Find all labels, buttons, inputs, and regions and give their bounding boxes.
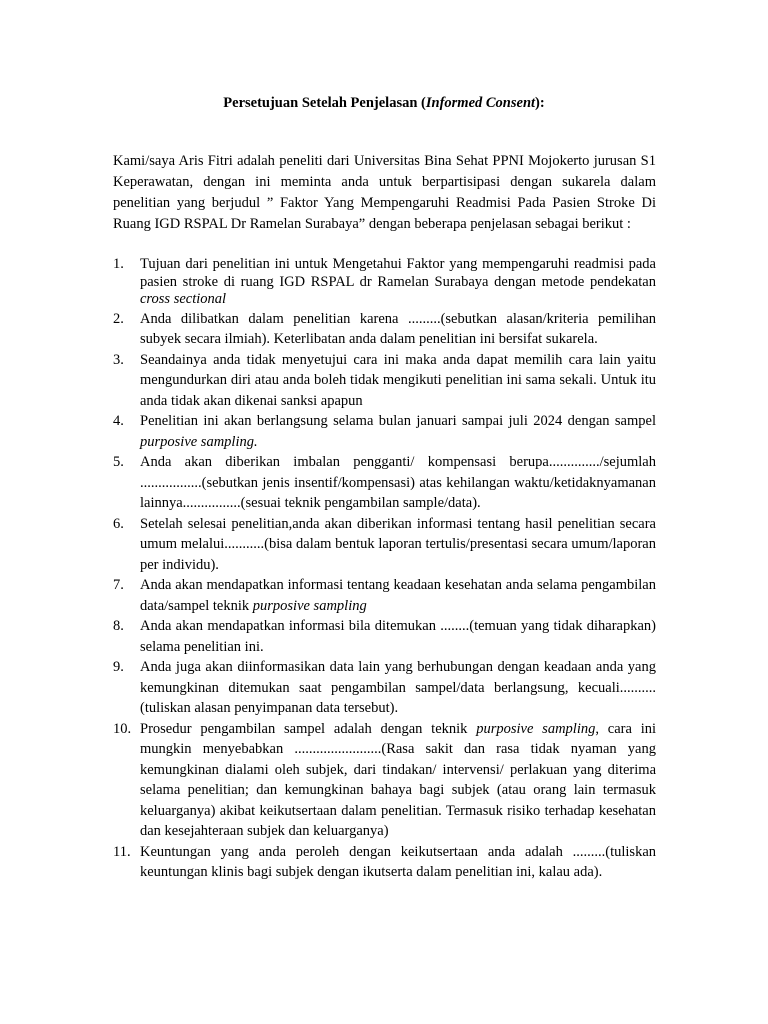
- list-item-text-part: Seandainya anda tidak menyetujui cara ini maka anda dapat memilih cara lain yaitu mengundurkan diri atau anda boleh tidak mengikuti penelitian ini sama sekali. Untuk itu anda tidak akan dikenai sanksi apapun: [140, 351, 656, 409]
- list-item: [113, 309, 656, 350]
- list-item-text-part: Prosedur pengambilan sampel adalah dengan teknik: [140, 720, 477, 737]
- list-item: [113, 350, 656, 412]
- list-item-text: [140, 618, 656, 655]
- list-item-text-part: Setelah selesai penelitian,anda akan diberikan informasi tentang hasil penelitian secara umum melalui...........(bisa dalam bentuk laporan tertulis/presentasi secara umum/laporan per individu).: [140, 515, 656, 573]
- list-item-text: [140, 659, 656, 716]
- list-item: [113, 256, 656, 309]
- list-item-number: 9.: [113, 659, 124, 675]
- list-item-text: [140, 311, 656, 348]
- list-item-text-part: , cara ini mungkin menyebabkan ........................(Rasa sakit dan rasa tidak nyaman yang kemungkinan dialami oleh subjek, dari tindakan/ intervensi/ perlakuan yang diterima selama penelitian; dan kemungkinan bahaya bagi subjek (atau orang lain termasuk keluarganya) akibat keikutsertaan dalam penelitian. Termasuk risiko terhadap kesehatan dan kesejahteraan subjek dan keluarganya): [140, 720, 657, 839]
- list-item-text: [140, 516, 656, 573]
- list-item-number: 5.: [113, 454, 124, 470]
- list-item-number: 11.: [113, 843, 131, 860]
- list-item-number: 1.: [113, 256, 124, 272]
- list-item-text: [140, 256, 656, 307]
- list-item: [113, 452, 656, 514]
- list-item-text-part: Keuntungan yang anda peroleh dengan keikutsertaan anda adalah .........(tuliskan keuntungan klinis bagi subjek dengan ikutserta dalam penelitian ini, kalau ada).: [140, 843, 656, 880]
- list-item-number: 7.: [113, 577, 124, 593]
- page-title: [0, 94, 768, 112]
- list-item-text: [140, 577, 656, 614]
- list-item-text-part: Anda juga akan diinformasikan data lain yang berhubungan dengan keadaan anda yang kemungkinan ditemukan saat pengambilan sampel/data berlangsung, kecuali..........(tuliskan alasan penyimpanan data tersebut).: [140, 659, 656, 716]
- list-item-number: 10.: [113, 720, 132, 737]
- list-item: [113, 842, 656, 883]
- list-item-number: 6.: [113, 515, 124, 532]
- list-item: [113, 616, 656, 657]
- list-item-text-part: Penelitian ini akan berlangsung selama bulan januari sampai juli 2024 dengan sampel: [140, 413, 656, 429]
- list-item-text: [140, 454, 656, 511]
- list-item-text-italic: cross sectional: [140, 291, 227, 307]
- list-item: [113, 514, 656, 576]
- list-item-number: 3.: [113, 351, 124, 368]
- list-item-number: 2.: [113, 310, 124, 327]
- list-item: [113, 719, 656, 842]
- list-item-text-italic: purposive sampling.: [140, 433, 258, 450]
- list-item: [113, 411, 656, 452]
- list-item-text-part: Tujuan dari penelitian ini untuk Mengetahui Faktor yang mempengaruhi readmisi pada pasien stroke di ruang IGD RSPAL dr Ramelan Surabaya dengan metode pendekatan: [140, 256, 656, 290]
- list-item-text: [140, 352, 656, 409]
- list-item: [113, 575, 656, 616]
- list-item-number: 4.: [113, 413, 124, 429]
- list-item-text: [140, 413, 656, 450]
- list-item-text-part: Anda akan mendapatkan informasi bila ditemukan ........(temuan yang tidak diharapkan) selama penelitian ini.: [140, 618, 656, 655]
- list-item-text-italic: purposive sampling: [252, 597, 367, 614]
- list-item-text-part: Anda dilibatkan dalam penelitian karena .........(sebutkan alasan/kriteria pemilihan subyek secara ilmiah). Keterlibatan anda dalam penelitian ini bersifat sukarela.: [140, 310, 656, 347]
- title-part-1: Persetujuan Setelah Penjelasan (: [223, 95, 426, 111]
- list-item-text-part: Anda akan diberikan imbalan pengganti/ kompensasi berupa............../sejumlah .................(sebutkan jenis insentif/kompensasi) atas kehilangan waktu/ketidaknyamanan lainnya................(sesuai teknik pengambilan sample/data).: [140, 454, 656, 511]
- title-part-3: ):: [535, 95, 545, 111]
- list-item-number: 8.: [113, 618, 124, 634]
- list-item-text: [140, 844, 656, 881]
- list-item: [113, 657, 656, 719]
- title-part-2-italic: Informed Consent: [425, 95, 536, 111]
- list-item-text-part: Anda akan mendapatkan informasi tentang keadaan kesehatan anda selama pengambilan data/sampel teknik: [140, 577, 656, 614]
- intro-paragraph: Kami/saya Aris Fitri adalah peneliti dari Universitas Bina Sehat PPNI Mojokerto jurusan S1 Keperawatan, dengan ini meminta anda untuk berpartisipasi dengan sukarela dalam penelitian yang berjudul ” Faktor Yang Mempengaruhi Readmisi Pada Pasien Stroke Di Ruang IGD RSPAL Dr Ramelan Surabaya” dengan beberapa penjelasan sebagai berikut :: [113, 153, 656, 232]
- list-item-text-italic: purposive sampling: [476, 720, 596, 737]
- explanation-list: [113, 256, 656, 883]
- list-item-text: [140, 721, 656, 840]
